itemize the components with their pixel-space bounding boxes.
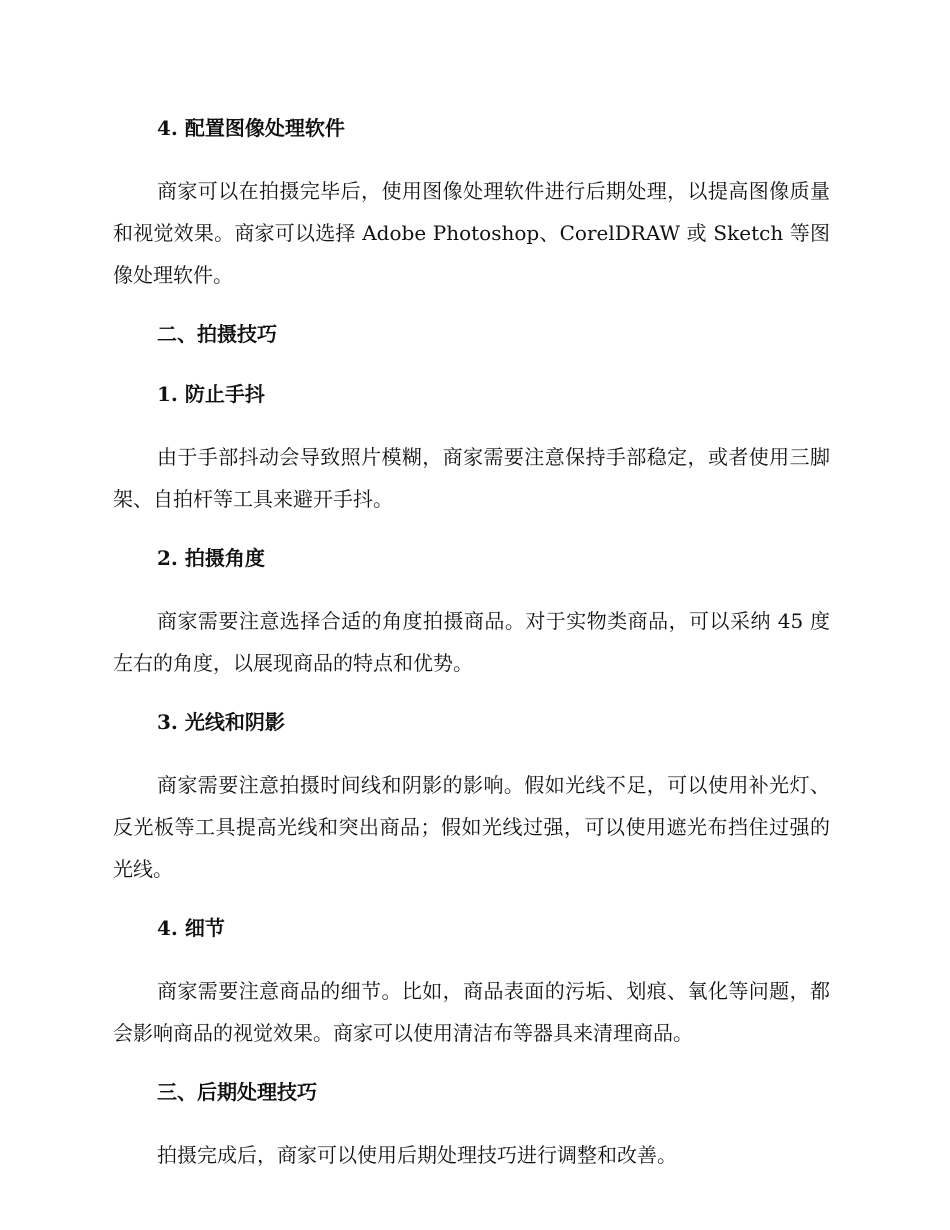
paragraph-anti-shake: 由于手部抖动会导致照片模糊，商家需要注意保持手部稳定，或者使用三脚架、自拍杆等工具来避开手抖。 (113, 445, 830, 511)
paragraph-angle: 商家需要注意选择合适的角度拍摄商品。对于实物类商品，可以采纳 45 度左右的角度，以展现商品的特点和优势。 (113, 609, 830, 675)
paragraph-details: 商家需要注意商品的细节。比如，商品表面的污垢、划痕、氧化等问题，都会影响商品的视觉效果。商家可以使用清洁布等器具来清理商品。 (113, 979, 830, 1045)
section-heading-software: 4. 配置图像处理软件 (157, 116, 345, 140)
paragraph-light-shadow: 商家需要注意拍摄时间线和阴影的影响。假如光线不足，可以使用补光灯、反光板等工具提高光线和突出商品；假如光线过强，可以使用遮光布挡住过强的光线。 (113, 773, 830, 881)
section-heading-anti-shake: 1. 防止手抖 (157, 382, 265, 406)
section-heading-light-shadow: 3. 光线和阴影 (157, 710, 285, 734)
section-heading-post-processing: 三、后期处理技巧 (157, 1080, 317, 1104)
section-heading-angle: 2. 拍摄角度 (157, 546, 265, 570)
paragraph-software: 商家可以在拍摄完毕后，使用图像处理软件进行后期处理，以提高图像质量和视觉效果。商家可以选择 Adobe Photoshop、CorelDRAW 或 Sketch 等图像处理软件。 (113, 179, 830, 287)
section-heading-shooting-tips: 二、拍摄技巧 (157, 322, 277, 346)
section-heading-details: 4. 细节 (157, 916, 225, 940)
paragraph-post-processing: 拍摄完成后，商家可以使用后期处理技巧进行调整和改善。 (157, 1143, 677, 1167)
